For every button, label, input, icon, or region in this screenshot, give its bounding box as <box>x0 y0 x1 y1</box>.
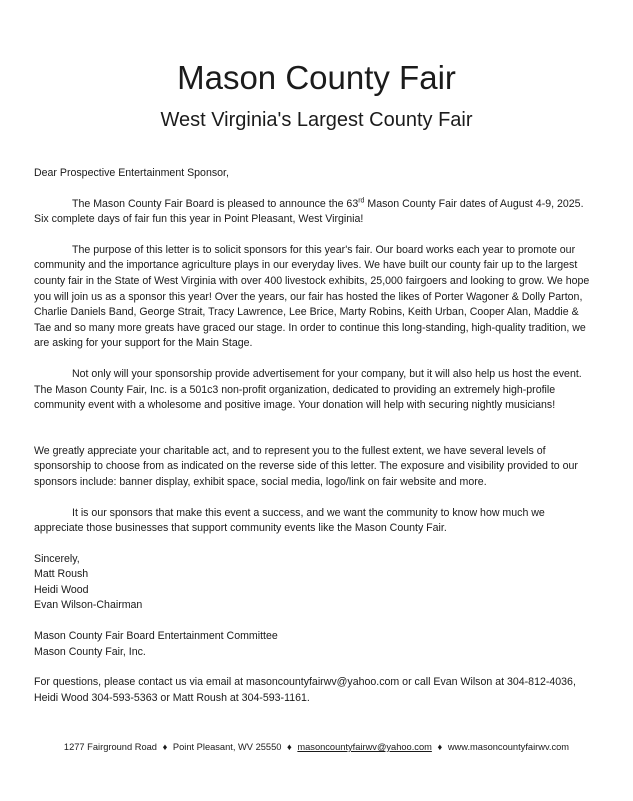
letterhead-footer <box>0 741 633 753</box>
closing: Sincerely, <box>34 552 80 565</box>
letter-body <box>34 166 594 706</box>
footer-address: 1277 Fairground Road <box>63 742 157 752</box>
paragraph-purpose: The purpose of this letter is to solicit sponsors for this year's fair. Our board works each year to promote our community and the importance agriculture plays in our everyday lives. We have built our county fair up to the largest county fair in the State of West Virginia with over 400 livestock exhibits, 25,000 fairgoers and looking to grow. We hope you will join us as a sponsor this year! Over the years, our fair has hosted the likes of Porter Wagoner & Dolly Parton, Charlie Daniels Band, George Strait, Tracy Lawrence, Lee Brice, Marty Robins, Keith Urban, Cooper Alan, Maddie & Tae and so many more greats have graced our stage. In order to continue this long-standing, high-quality tradition, we are asking for your support for the Main Stage. <box>34 243 590 350</box>
salutation: Dear Prospective Entertainment Sponsor, <box>34 167 229 179</box>
announcement-text-b: Mason County Fair dates of August 4-9, 2025. Six complete days of fair fun this year in Point Pleasant, West Virginia! <box>34 197 584 226</box>
signer-name: Evan Wilson-Chairman <box>34 599 143 612</box>
ordinal-suffix: rd <box>358 197 365 205</box>
organization-line: Mason County Fair Board Entertainment Committee <box>34 630 278 643</box>
paragraph-community: It is our sponsors that make this event a success, and we want the community to know how much we appreciate those businesses that support community events like the Mason County Fair. <box>34 506 545 535</box>
contact-paragraph: For questions, please contact us via email at masoncountyfairwv@yahoo.com or call Evan Wilson at 304-812-4036, Heidi Wood 304-593-5363 or Matt Roush at 304-593-1161. <box>34 676 576 704</box>
diamond-separator-icon: ♦ <box>287 742 292 752</box>
page-title: Mason County Fair <box>177 59 456 96</box>
footer-website: www.masoncountyfairwv.com <box>447 742 570 752</box>
diamond-separator-icon: ♦ <box>437 742 443 752</box>
diamond-separator-icon: ♦ <box>162 742 168 752</box>
paragraph-appreciation: We greatly appreciate your charitable act, and to represent you to the fullest extent, we have several levels of sponsorship to choose from as indicated on the reverse side of this letter. The exposure and visibility provided to our sponsors include: banner display, exhibit space, social media, logo/link on fair website and more. <box>34 444 578 488</box>
footer-email-link[interactable]: masoncountyfairwv@yahoo.com <box>297 742 432 752</box>
page-subtitle: West Virginia's Largest County Fair <box>160 109 473 131</box>
organization-line: Mason County Fair, Inc. <box>34 645 146 658</box>
announcement-text-a: The Mason County Fair Board is pleased to announce the 63 <box>72 197 359 210</box>
paragraph-announcement <box>34 197 594 228</box>
signer-name: Matt Roush <box>34 568 89 581</box>
footer-city: Point Pleasant, WV 25550 <box>172 742 282 752</box>
signer-name: Heidi Wood <box>34 583 89 596</box>
paragraph-sponsorship: Not only will your sponsorship provide advertisement for your company, but it will also help us host the event. The Mason County Fair, Inc. is a 501c3 non-profit organization, dedicated to providing an extremely high-profile community event with a wholesome and positive image. Your donation will help with securing nightly musicians! <box>34 367 582 412</box>
